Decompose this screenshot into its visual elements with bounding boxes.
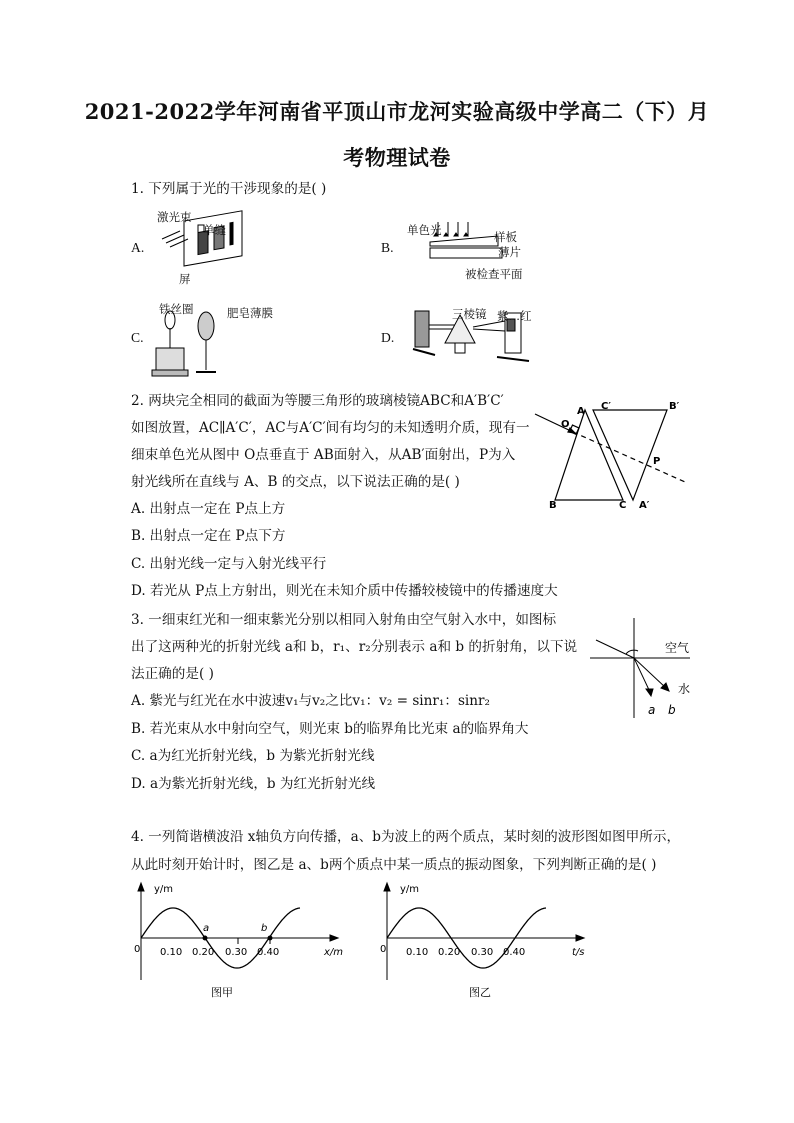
- q2-stem-line2: 如图放置，AC∥A′C′，AC与A′C′间有均匀的未知透明介质，现有一: [131, 420, 530, 436]
- q2-option-b[interactable]: B. 出射点一定在 P点下方: [131, 528, 286, 544]
- q1-figd-colors-label: 紫…红: [497, 309, 532, 323]
- q4-wave-graph: [130, 880, 350, 1005]
- q2-stem-line1: 2. 两块完全相同的截面为等腰三角形的玻璃棱镜ABC和A′B′C′: [131, 393, 504, 409]
- q3-refraction-figure: [590, 618, 700, 723]
- q4-g1-b-label: b: [261, 923, 268, 934]
- q4-g1-tick1: 0.10: [160, 947, 183, 958]
- q1-figa-slit-label: 单缝: [203, 223, 226, 237]
- q2-stem-line4: 射光线所在直线与 A、B 的交点，以下说法正确的是( ): [131, 474, 460, 490]
- q3-stem-line1: 3. 一细束红光和一细束紫光分别以相同入射角由空气射入水中，如图标: [131, 612, 557, 628]
- q1-figc-ring-label: 铁丝圈: [159, 302, 194, 316]
- q4-g1-ylabel: y/m: [154, 884, 174, 895]
- q3-option-a[interactable]: A. 紫光与红光在水中波速v₁与v₂之比v₁：v₂ = sinr₁：sinr₂: [131, 693, 490, 709]
- q1-option-b[interactable]: B.: [381, 240, 394, 255]
- q2-prism-figure: [535, 400, 700, 515]
- q4-g2-ylabel: y/m: [400, 884, 420, 895]
- q2-label-B: B: [549, 500, 557, 511]
- q3-b-label: b: [668, 703, 676, 717]
- q4-stem-line1: 4. 一列简谐横波沿 x轴负方向传播，a、b为波上的两个质点，某时刻的波形图如图甲所示，: [131, 829, 681, 845]
- q3-option-d[interactable]: D. a为紫光折射光线，b 为红光折射光线: [131, 776, 376, 792]
- q4-g2-tick3: 0.30: [471, 947, 494, 958]
- q4-point-b: [268, 936, 273, 941]
- q1-option-d[interactable]: D.: [381, 330, 395, 345]
- q4-g2-tick1: 0.10: [406, 947, 429, 958]
- q1-figb-sheet-label: 薄片: [498, 245, 521, 259]
- q4-g1-tick2: 0.20: [192, 947, 215, 958]
- q4-vibration-graph: [376, 880, 596, 1005]
- q4-g2-caption: 图乙: [469, 986, 491, 999]
- q1-option-c[interactable]: C.: [131, 330, 144, 345]
- q2-label-P: P: [653, 456, 661, 467]
- q4-g1-tick3: 0.30: [225, 947, 248, 958]
- q1-figa-laser-label: 激光束: [157, 210, 192, 224]
- q1-figb-sample-label: 样板: [494, 230, 517, 244]
- q4-stem-line2: 从此时刻开始计时，图乙是 a、b两个质点中某一质点的振动图象，下列判断正确的是( ): [131, 857, 657, 873]
- q2-label-C: C: [619, 500, 627, 511]
- q2-label-A: A: [577, 406, 585, 417]
- q3-option-c[interactable]: C. a为红光折射光线，b 为紫光折射光线: [131, 748, 375, 764]
- q1-figb-light-label: 单色光: [407, 223, 442, 237]
- q4-g1-tick4: 0.40: [257, 947, 280, 958]
- q2-label-Cp: C′: [601, 401, 611, 412]
- q2-option-c[interactable]: C. 出射光线一定与入射光线平行: [131, 556, 327, 572]
- q3-air-label: 空气: [665, 641, 690, 655]
- q3-option-b[interactable]: B. 若光束从水中射向空气，则光束 b的临界角比光束 a的临界角大: [131, 721, 529, 737]
- q4-g2-tick2: 0.20: [438, 947, 461, 958]
- q1-stem: 1. 下列属于光的干涉现象的是( ): [131, 181, 327, 197]
- q2-option-a[interactable]: A. 出射点一定在 P点上方: [131, 501, 286, 517]
- q4-g2-xlabel: t/s: [572, 947, 585, 958]
- q1-option-a[interactable]: A.: [131, 240, 145, 255]
- exam-title-line2: 考物理试卷: [343, 145, 451, 170]
- exam-title-line1: 2021-2022学年河南省平顶山市龙河实验高级中学高二（下）月: [84, 99, 710, 124]
- q3-water-label: 水: [678, 682, 691, 696]
- q1-figb-surface-label: 被检查平面: [465, 267, 523, 281]
- q4-point-a: [203, 936, 208, 941]
- q1-figa-screen-label: 屏: [179, 272, 191, 286]
- q2-label-O: O: [561, 419, 570, 430]
- q4-g1-caption: 图甲: [211, 986, 233, 999]
- q2-label-Ap: A′: [639, 500, 650, 511]
- q3-stem-line3: 法正确的是( ): [131, 666, 214, 682]
- q4-g1-xlabel: x/m: [324, 947, 344, 958]
- q4-g2-tick4: 0.40: [503, 947, 526, 958]
- q3-a-label: a: [648, 703, 656, 717]
- q4-g1-a-label: a: [203, 923, 210, 934]
- q1-figd-prism-label: 三棱镜: [452, 307, 487, 321]
- q2-label-Bp: B′: [669, 401, 680, 412]
- q1-figc-film-label: 肥皂薄膜: [227, 306, 273, 320]
- q2-stem-line3: 细束单色光从图中 O点垂直于 AB面射入，从AB′面射出，P为入: [131, 447, 516, 463]
- q4-g2-origin: 0: [380, 944, 387, 955]
- q4-g1-origin: 0: [134, 944, 141, 955]
- q2-option-d[interactable]: D. 若光从 P点上方射出，则光在未知介质中传播较棱镜中的传播速度大: [131, 583, 558, 599]
- q3-stem-line2: 出了这两种光的折射光线 a和 b，r₁、r₂分别表示 a和 b 的折射角，以下说: [131, 639, 578, 655]
